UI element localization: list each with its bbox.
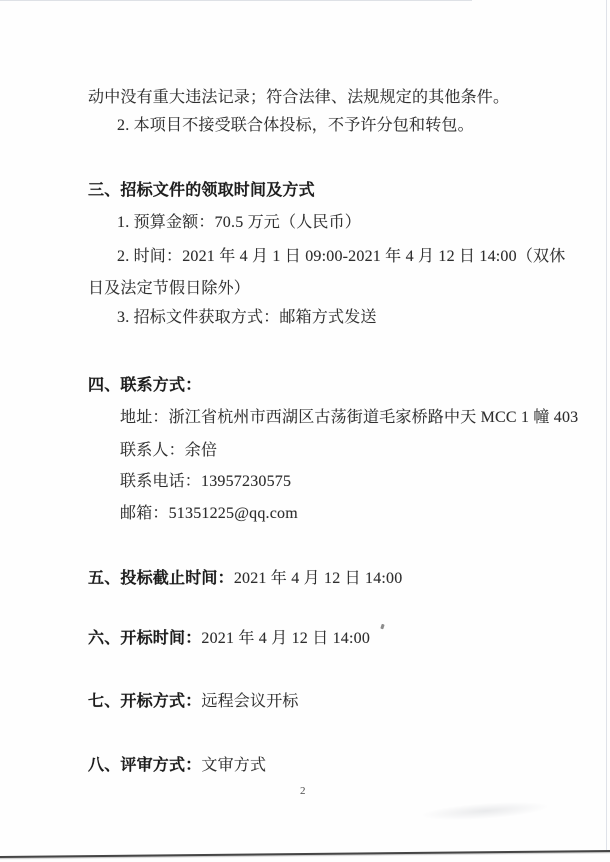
- contact-phone: 联系电话：13957230575: [120, 473, 292, 490]
- section3-time-item-line1: 2. 时间：2021 年 4 月 1 日 09:00-2021 年 4 月 12 日 14:00（双休: [117, 248, 566, 265]
- page-number: 2: [300, 785, 306, 797]
- section8-review-method: [88, 752, 266, 775]
- section3-time-item-line2: 日及法定节假日除外）: [88, 280, 251, 297]
- section6-bid-opening-time: [88, 625, 370, 648]
- scan-speck: [380, 624, 384, 630]
- section7-bid-opening-method: [88, 688, 299, 711]
- scan-smudge: [420, 798, 551, 823]
- section8-value: 文审方式: [201, 757, 267, 774]
- section3-budget-item: 1. 预算金额：70.5 万元（人民币）: [117, 214, 362, 231]
- section6-label: 六、开标时间：: [88, 630, 202, 647]
- scan-edge-bottom-line: [0, 850, 610, 858]
- section3-heading: 三、招标文件的领取时间及方式: [88, 182, 315, 199]
- paragraph-no-consortium-bidding: 2. 本项目不接受联合体投标，不予许分包和转包。: [117, 117, 474, 134]
- section8-label: 八、评审方式：: [88, 757, 202, 774]
- section7-value: 远程会议开标: [201, 693, 299, 710]
- contact-person: 联系人：余倍: [120, 442, 218, 459]
- paragraph-legal-conditions: 动中没有重大违法记录；符合法律、法规规定的其他条件。: [88, 89, 510, 106]
- contact-email: 邮箱：51351225@qq.com: [120, 505, 298, 522]
- section4-heading: 四、联系方式：: [88, 377, 202, 394]
- scan-edge-right-line: [606, 0, 607, 852]
- scan-edge-top-line: [0, 0, 472, 1]
- section6-value: 2021 年 4 月 12 日 14:00: [201, 630, 371, 647]
- contact-address: 地址：浙江省杭州市西湖区古荡街道毛家桥路中天 MCC 1 幢 403: [120, 409, 579, 426]
- section5-value: 2021 年 4 月 12 日 14:00: [233, 570, 403, 587]
- section7-label: 七、开标方式：: [88, 693, 202, 710]
- section5-label: 五、投标截止时间：: [88, 570, 234, 587]
- section5-bid-deadline: [88, 565, 402, 588]
- section3-document-delivery-item: 3. 招标文件获取方式：邮箱方式发送: [117, 309, 377, 326]
